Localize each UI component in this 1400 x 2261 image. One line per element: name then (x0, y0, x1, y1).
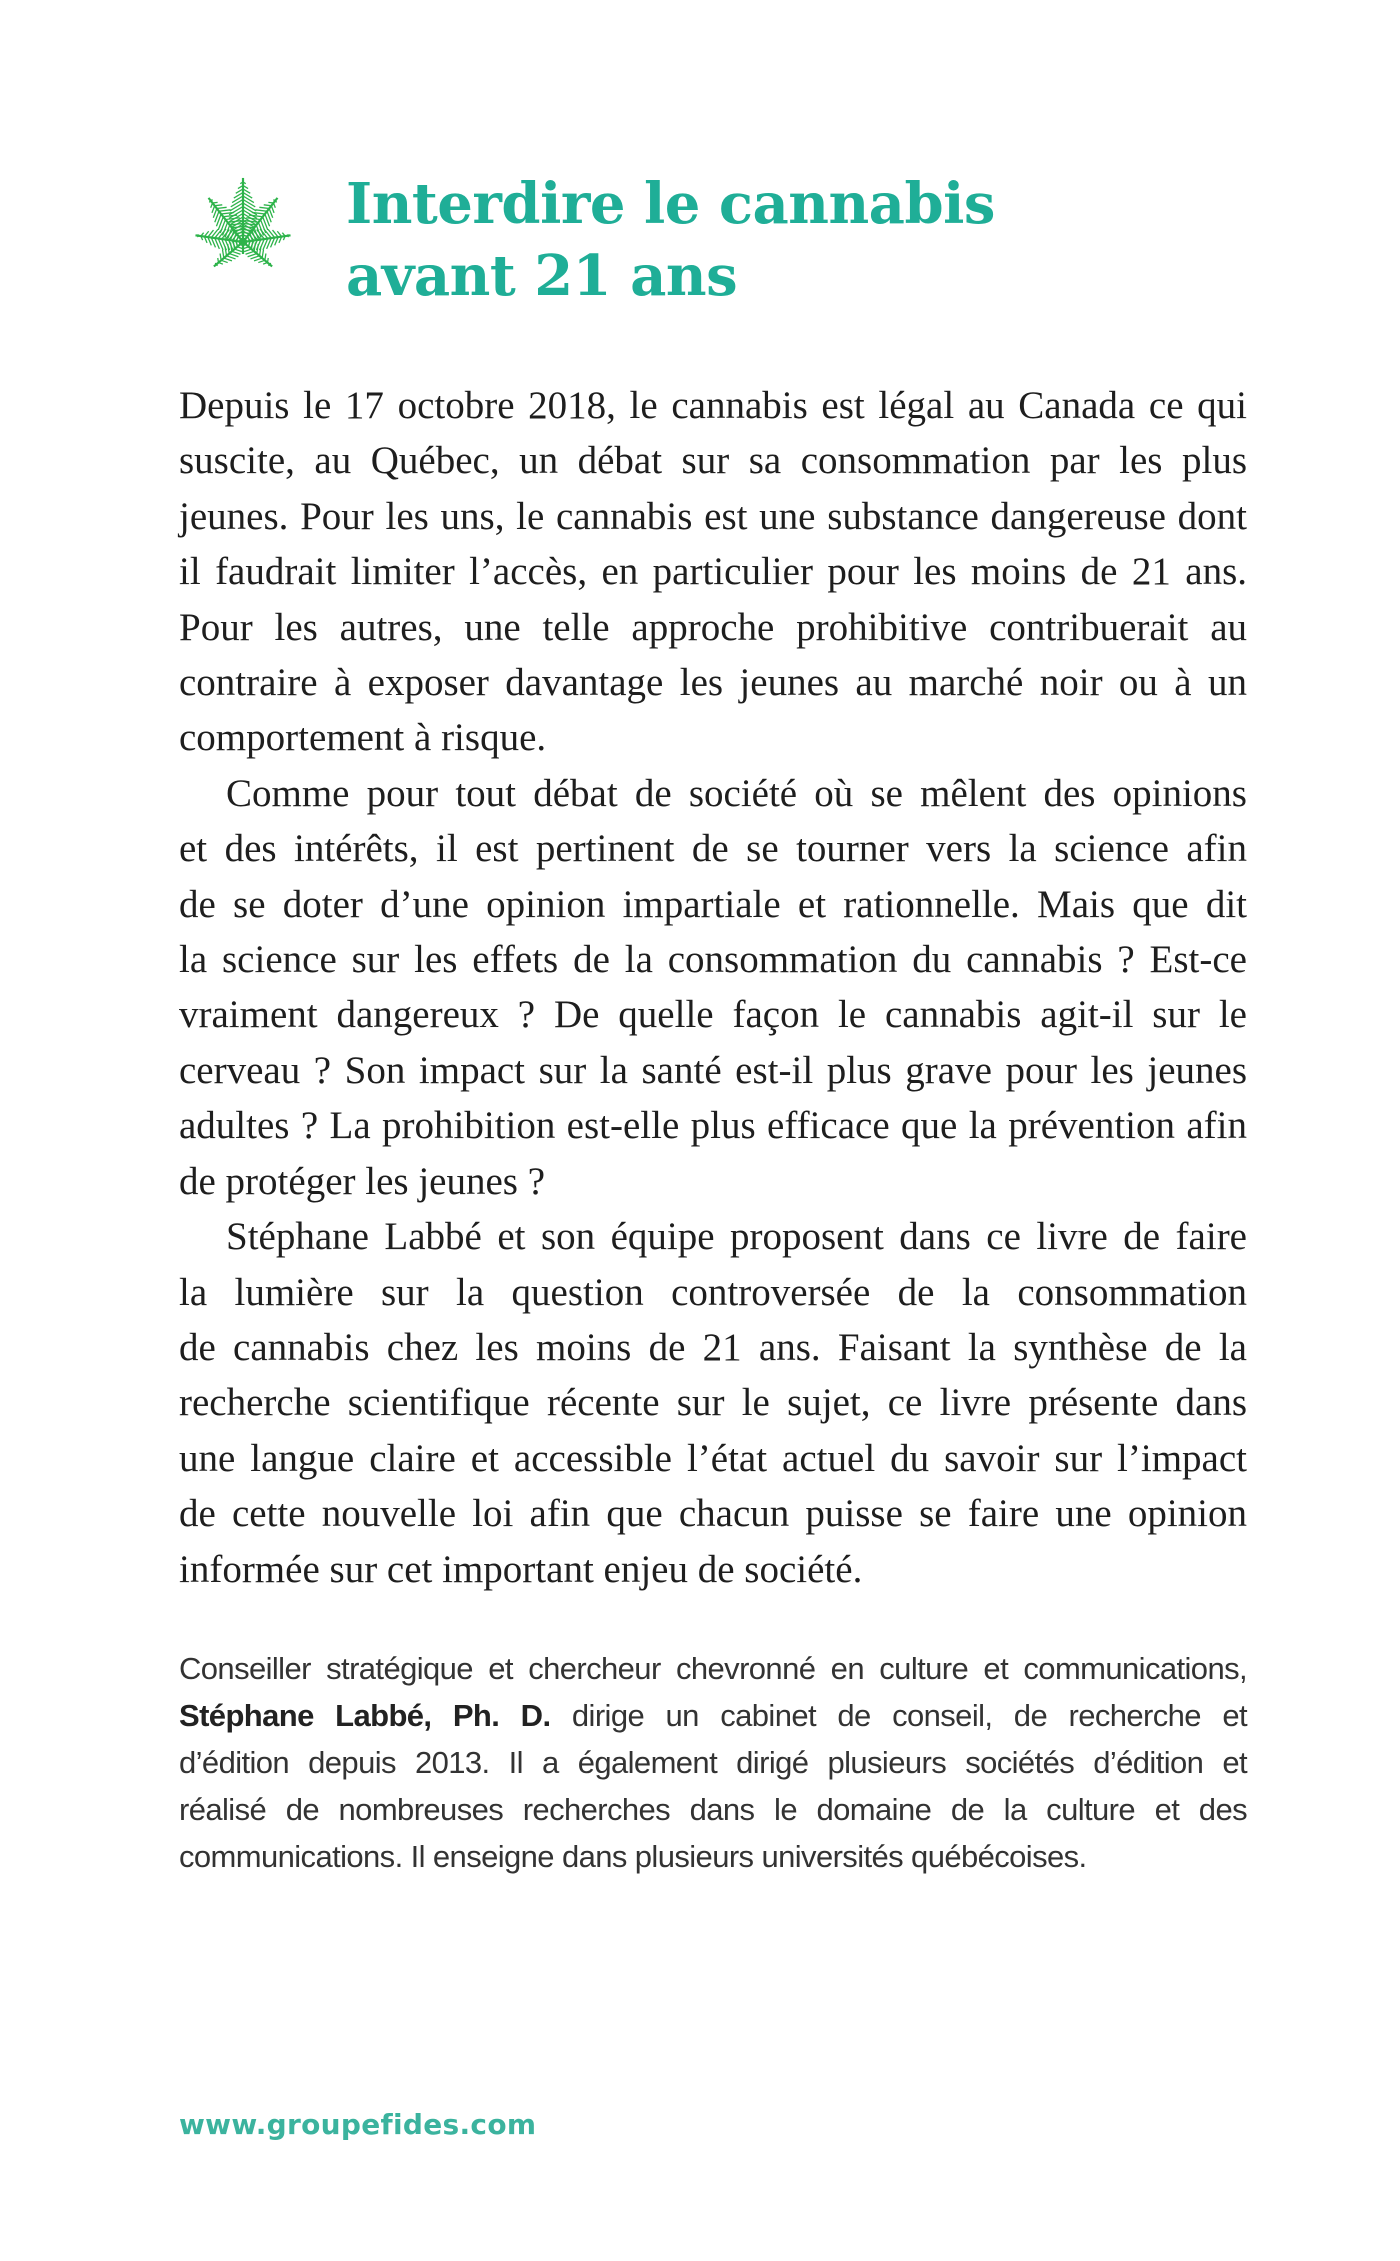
bio-line: Conseiller stratégique et chercheur chevronné en culture et communications, (179, 1651, 1247, 1686)
paragraph-line: il faudrait limiter l’accès, en particulier pour les moins de 21 ans. (179, 550, 1247, 594)
bio-line: d’édition depuis 2013. Il a également dirigé plusieurs sociétés d’édition et (179, 1745, 1247, 1780)
paragraph-line: une langue claire et accessible l’état actuel du savoir sur l’impact (179, 1436, 1247, 1480)
paragraph-line: jeunes. Pour les uns, le cannabis est une substance dangereuse dont (179, 494, 1247, 538)
paragraph-line: Pour les autres, une telle approche prohibitive contribuerait au (179, 605, 1247, 649)
bio-line: communications. Il enseigne dans plusieurs universités québécoises. (179, 1839, 1087, 1874)
paragraph-line: de se doter d’une opinion impartiale et rationnelle. Mais que dit (179, 882, 1247, 926)
paragraph-line: Comme pour tout débat de société où se mêlent des opinions (226, 771, 1247, 815)
bio-line: Stéphane Labbé, Ph. D. dirige un cabinet de conseil, de recherche et (179, 1698, 1248, 1733)
title-line-1: Interdire le cannabis (346, 171, 995, 237)
cannabis-leaf-icon (172, 172, 314, 306)
book-description (179, 378, 1247, 1597)
paragraph-line: cerveau ? Son impact sur la santé est-il plus grave pour les jeunes (179, 1048, 1247, 1092)
paragraph-line: et des intérêts, il est pertinent de se tourner vers la science afin (179, 827, 1247, 871)
paragraph-line: vraiment dangereux ? De quelle façon le cannabis agit-il sur le (179, 993, 1247, 1037)
paragraph-line: recherche scientifique récente sur le sujet, ce livre présente dans (179, 1381, 1247, 1425)
paragraph-line: de protéger les jeunes ? (179, 1159, 546, 1203)
paragraph (179, 378, 1247, 766)
paragraph-line: adultes ? La prohibition est-elle plus efficace que la prévention afin (179, 1104, 1247, 1148)
paragraph-line: contraire à exposer davantage les jeunes au marché noir ou à un (179, 661, 1247, 705)
title-line-2: avant 21 ans (346, 243, 738, 309)
paragraph-line: comportement à risque. (179, 716, 547, 760)
paragraph-line: de cannabis chez les moins de 21 ans. Faisant la synthèse de la (179, 1325, 1247, 1369)
paragraph-line: la lumière sur la question controversée de la consommation (179, 1270, 1247, 1314)
paragraph (179, 1209, 1247, 1597)
paragraph-line: informée sur cet important enjeu de société. (179, 1547, 863, 1591)
paragraph (179, 766, 1247, 1209)
website-link[interactable]: www.groupefides.com (179, 2108, 537, 2141)
author-bio (179, 1645, 1247, 1880)
paragraph-line: de cette nouvelle loi afin que chacun puisse se faire une opinion (179, 1492, 1247, 1536)
author-name: Stéphane Labbé, Ph. D. (179, 1698, 551, 1733)
paragraph-line: suscite, au Québec, un débat sur sa consommation par les plus (179, 439, 1247, 483)
page-title (346, 168, 995, 312)
paragraph-line: la science sur les effets de la consommation du cannabis ? Est-ce (179, 938, 1247, 982)
bio-line: réalisé de nombreuses recherches dans le domaine de la culture et des (179, 1792, 1247, 1827)
paragraph-line: Stéphane Labbé et son équipe proposent dans ce livre de faire (226, 1215, 1247, 1259)
paragraph-line: Depuis le 17 octobre 2018, le cannabis est légal au Canada ce qui (179, 384, 1247, 427)
